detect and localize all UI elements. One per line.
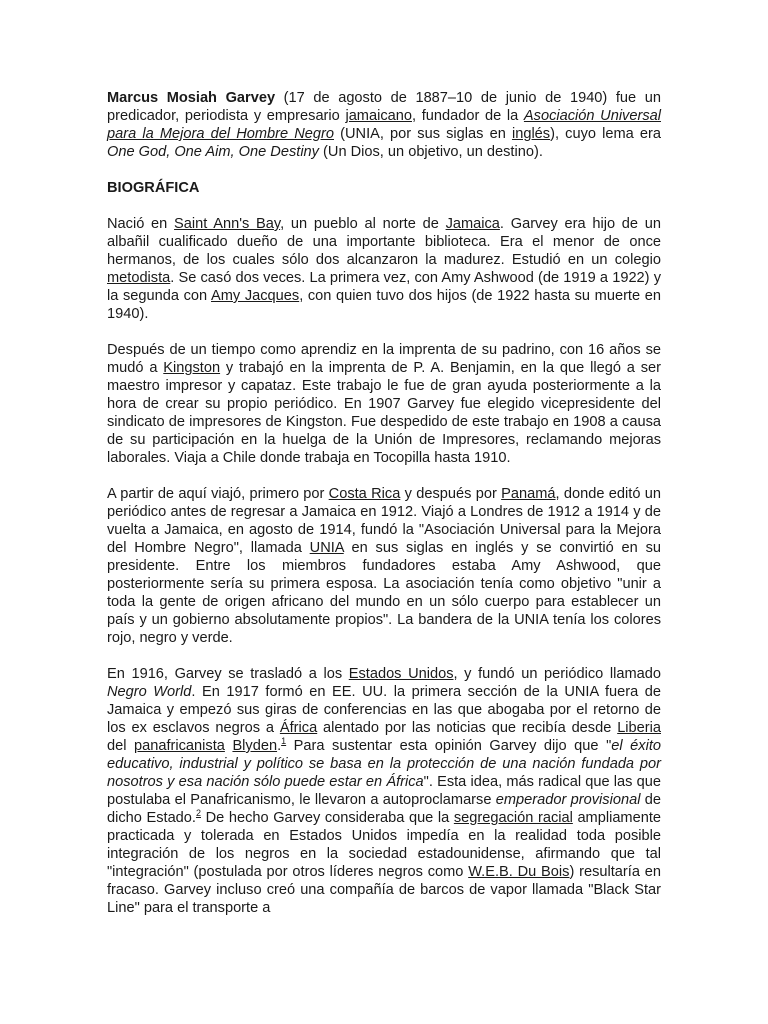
paragraph-4 [107,665,661,917]
p3-text-3: , donde editó un periódico antes de regresar a Jamaica en 1912. Viajó a Londres de 1912 a 1914 y de vuelta a Jamaica, en agosto de 1914, fundó la "Asociación Universal para la Mejora del Hombre Negro", llamada [107,486,661,556]
link-costa-rica[interactable]: Costa Rica [328,486,401,502]
p1-text-4: . Se casó dos veces. La primera vez, con Amy Ashwood (de 1919 a 1922) y la segunda con [107,270,661,304]
link-blyden[interactable]: Blyden [232,738,278,754]
p3-text-4: en sus siglas en inglés y se convirtió en su presidente. Entre los miembros fundadores estaba Amy Ashwood, que posteriormente sería su primera esposa. La asociación tenía como objetivo "unir a toda la gente de origen africano del mundo en un sólo cuerpo para establecer un país y un gobierno absolutamente propios". La bandera de la UNIA tenía los colores rojo, negro y verde. [107,540,661,646]
p1-text-1: Nació en [107,216,175,232]
p4-text-8: ". Esta idea, más radical que las que postulaba el Panafricanismo, le llevaron a autoproclamarse [107,774,661,808]
intro-text-5: (Un Dios, un objetivo, un destino). [318,144,543,160]
p4-text-4: alentado por las noticias que recibía desde [317,720,618,736]
p1-text-3: . Garvey era hijo de un albañil cualificado dueño de una importante biblioteca. Era el menor de once hermanos, de los cuales sólo dos alcanzaron la madurez. Estudió en un colegio [107,216,662,268]
link-ingles[interactable]: inglés [511,126,551,142]
p4-text-1: En 1916, Garvey se trasladó a los [107,666,349,682]
section-heading: BIOGRÁFICA [107,180,200,196]
paragraph-3 [107,485,661,647]
p2-text-2: y trabajó en la imprenta de P. A. Benjamin, en la que llegó a ser maestro impresor y capataz. Este trabajo le fue de gran ayuda posteriormente a la hora de crear su propio periódico. En 1907 Garvey fue elegido vicepresidente del sindicato de impresores de Kingston. Fue despedido de este trabajo en 1908 a causa de su participación en la huelga de la Unión de Impresores, reclamando mejoras laborales. Viaja a Chile donde trabaja en Tocopilla hasta 1910. [107,360,661,466]
link-estados-unidos[interactable]: Estados Unidos [348,666,454,682]
link-amy-jacques[interactable]: Amy Jacques [211,288,300,304]
p1-text-5: , con quien tuvo dos hijos (de 1922 hasta su muerte en 1940). [107,288,661,322]
paragraph-1 [107,215,661,323]
motto: One God, One Aim, One Destiny [107,144,319,160]
p4-text-10: De hecho Garvey consideraba que la [201,810,454,826]
document-page [107,89,661,935]
paragraph-2 [107,341,661,467]
link-kingston[interactable]: Kingston [163,360,221,376]
p1-text-2: , un pueblo al norte de [280,216,446,232]
p4-text-11: ampliamente practicada y tolerada en Estados Unidos impedía en la realidad toda posible integración de los negros en la sociedad estadounidense, afirmando que tal "integración" (postulada por otros líderes negros como [107,810,661,880]
link-panafricanista[interactable]: panafricanista [134,738,225,754]
p4-text-9: de dicho Estado. [107,792,661,826]
intro-text-3: (UNIA, por sus siglas en [334,126,512,142]
link-web-du-bois[interactable]: W.E.B. Du Bois [468,864,570,880]
p4-text-7: Para sustentar esta opinión Garvey dijo que " [286,738,612,754]
subject-name: Marcus Mosiah Garvey [107,90,276,106]
link-unia[interactable]: UNIA [309,540,344,556]
link-panama[interactable]: Panamá [501,486,556,502]
p3-text-1: A partir de aquí viajó, primero por [107,486,329,502]
link-africa[interactable]: África [279,720,318,736]
link-unia-full[interactable]: Asociación Universal para la Mejora del Hombre Negro [107,108,661,142]
p2-text-1: Después de un tiempo como aprendiz en la imprenta de su padrino, con 16 años se mudó a [107,342,661,376]
link-liberia[interactable]: Liberia [617,720,661,736]
link-saint-anns-bay[interactable]: Saint Ann's Bay [174,216,281,232]
emperor-title: emperador provisional [495,792,641,808]
reference-1-link[interactable]: 1 [281,736,287,747]
p3-text-2: y después por [400,486,502,502]
link-metodista[interactable]: metodista [107,270,171,286]
p4-text-2: , y fundó un periódico llamado [453,666,661,682]
garvey-quote: el éxito educativo, industrial y político se basa en la protección de una nación fundada por nosotros y esa nación sólo puede estar en África [107,738,661,790]
reference-2-link[interactable]: 2 [195,808,201,819]
intro-text-4: ), cuyo lema era [550,126,661,142]
link-jamaicano[interactable]: jamaicano [345,108,412,124]
p4-text-3: . En 1917 formó en EE. UU. la primera sección de la UNIA fuera de Jamaica y empezó sus giras de conferencias en las que abogaba por el retorno de los ex esclavos negros a [107,684,661,736]
link-jamaica[interactable]: Jamaica [445,216,500,232]
p4-text-12: ) resultaría en fracaso. Garvey incluso creó una compañía de barcos de vapor llamada "Black Star Line" para el transporte a [107,864,661,916]
intro-paragraph [107,89,661,161]
intro-text-1: (17 de agosto de 1887–10 de junio de 1940) fue un predicador, periodista y empresario [107,90,662,124]
negro-world-title: Negro World [107,684,192,700]
link-segregacion-racial[interactable]: segregación racial [453,810,573,826]
p4-text-5: del [107,738,135,754]
p4-period: . [277,738,282,754]
intro-text-2: , fundador de la [411,108,524,124]
